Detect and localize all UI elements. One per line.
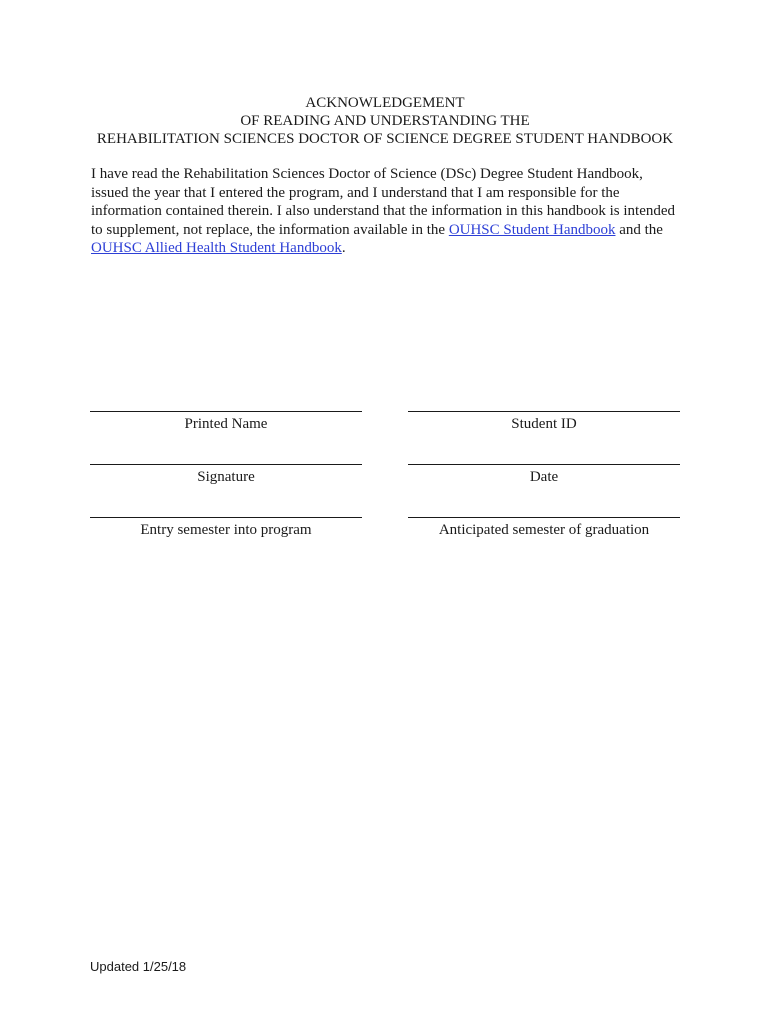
date-field[interactable] <box>408 464 680 465</box>
title-line-2: OF READING AND UNDERSTANDING THE <box>240 113 530 129</box>
paragraph-line-2: issued the year that I entered the program, and I understand that I am responsible for the <box>91 184 620 201</box>
paragraph-line-4 <box>91 221 691 240</box>
printed-name-field[interactable] <box>90 411 362 412</box>
paragraph-line-5 <box>91 239 691 258</box>
signature-field[interactable] <box>90 464 362 465</box>
title-line-1: ACKNOWLEDGEMENT <box>305 95 465 111</box>
entry-semester-field[interactable] <box>90 517 362 518</box>
entry-semester-label: Entry semester into program <box>140 522 312 538</box>
paragraph-line-4-end: and the <box>615 221 663 238</box>
ouhsc-allied-health-handbook-link[interactable]: OUHSC Allied Health Student Handbook <box>91 240 342 256</box>
acknowledgement-paragraph <box>91 165 691 258</box>
graduation-semester-label: Anticipated semester of graduation <box>438 522 650 538</box>
title-line-3: REHABILITATION SCIENCES DOCTOR OF SCIENCE DEGREE STUDENT HANDBOOK <box>96 131 674 147</box>
graduation-semester-field[interactable] <box>408 517 680 518</box>
paragraph-line-4-text: to supplement, not replace, the information available in the <box>91 221 449 238</box>
date-label: Date <box>529 469 559 485</box>
updated-date-footer: Updated 1/25/18 <box>90 959 187 974</box>
paragraph-line-1: I have read the Rehabilitation Sciences Doctor of Science (DSc) Degree Student Handbook, <box>91 166 643 182</box>
paragraph-line-3: information contained therein. I also understand that the information in this handbook is intended <box>91 203 676 219</box>
student-id-label: Student ID <box>511 416 577 432</box>
signature-label: Signature <box>197 469 255 485</box>
student-id-field[interactable] <box>408 411 680 412</box>
paragraph-line-5-end: . <box>341 240 346 256</box>
ouhsc-student-handbook-link[interactable]: OUHSC Student Handbook <box>448 221 616 238</box>
printed-name-label: Printed Name <box>184 416 268 432</box>
